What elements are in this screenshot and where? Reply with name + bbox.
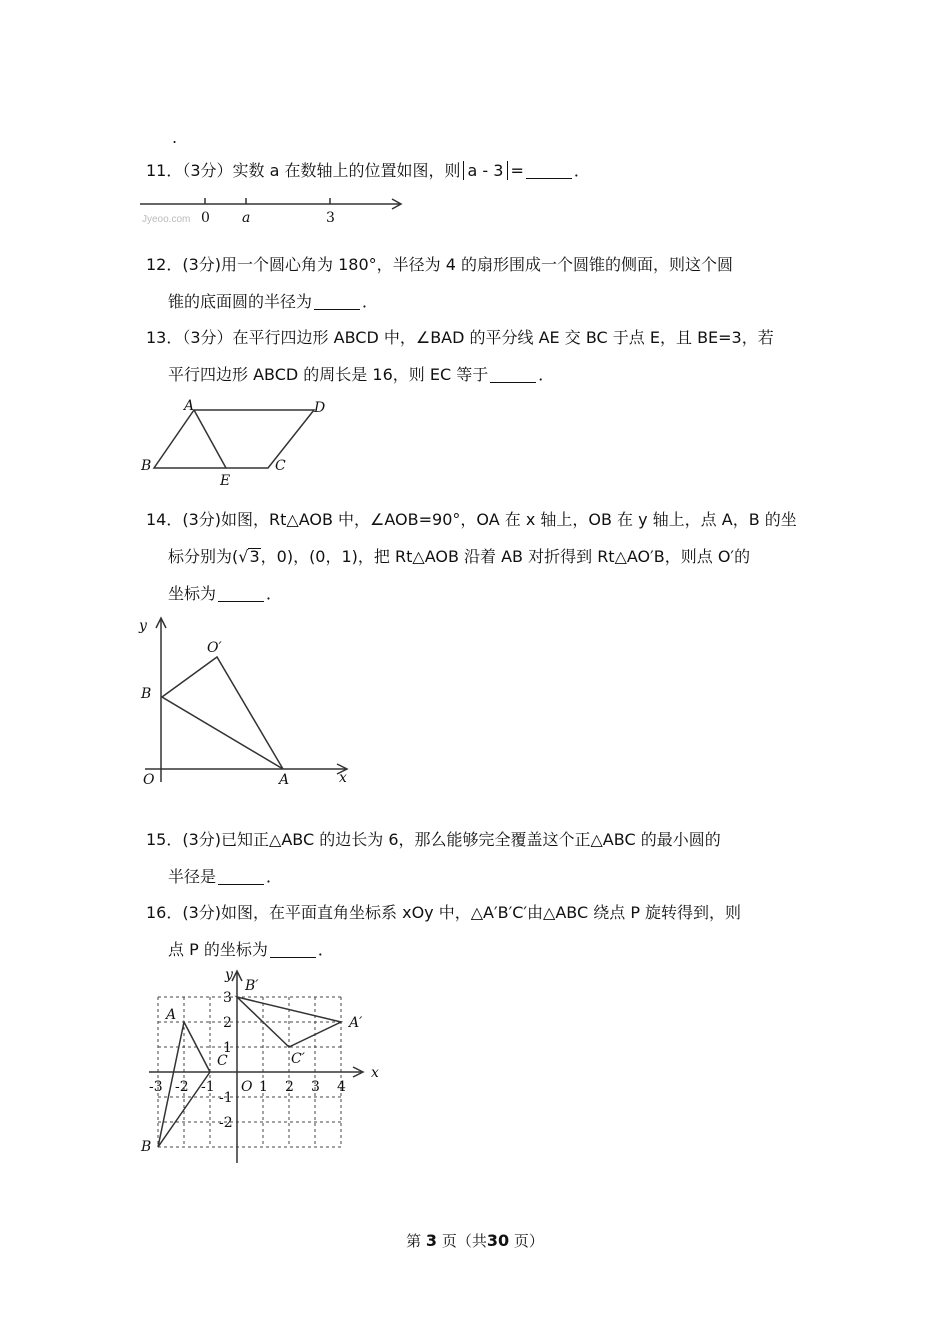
label-B: B: [141, 458, 152, 474]
label-B: B: [141, 686, 152, 702]
q12-end: ．: [362, 292, 379, 311]
q13-line1: 13．（3分）在平行四边形 ABCD 中，∠BAD 的平分线 AE 交 BC 于点 E，且 BE=3，若: [146, 328, 774, 347]
axis-label-o: O: [241, 1079, 253, 1095]
q11-prefix: 11．（3分）实数 a 在数轴上的位置如图，则: [146, 161, 461, 180]
q13-answer-blank: [490, 366, 536, 383]
q15-end: ．: [266, 867, 283, 886]
label-D: D: [314, 400, 326, 416]
label-E: E: [220, 473, 231, 489]
q12-answer-blank: [314, 293, 360, 310]
sqrt-symbol: √3: [238, 547, 260, 566]
label-a: a: [242, 210, 251, 226]
y-tick-2: 2: [223, 1015, 232, 1031]
label-A: A: [166, 1007, 177, 1023]
y-tick-3: 3: [223, 990, 232, 1006]
y-tick-neg1: -1: [219, 1090, 233, 1106]
label-A-prime: A′: [349, 1015, 363, 1031]
q14-line1: 14．(3分)如图，Rt△AOB 中，∠AOB=90°，OA 在 x 轴上，OB 在 y 轴上，点 A，B 的坐: [146, 510, 797, 529]
q11-end: ．: [573, 161, 590, 180]
q16-answer-blank: [270, 941, 316, 958]
bisector-ae: [194, 410, 226, 468]
q13-line2: [168, 364, 554, 386]
q14-line3: [168, 583, 282, 605]
q11-eq: =: [510, 161, 524, 180]
footer-post: 页）: [513, 1232, 544, 1250]
q13-end: ．: [538, 365, 555, 384]
label-B-prime: B′: [245, 978, 259, 994]
q16-line2-text: 点 P 的坐标为: [168, 940, 268, 959]
x-tick-4: 4: [337, 1079, 346, 1095]
q15-answer-blank: [218, 868, 264, 885]
page-footer: [0, 1230, 950, 1251]
footer-pre: 第: [406, 1232, 422, 1250]
q14-line2: [168, 546, 750, 568]
q11-abs-expr: a - 3: [463, 161, 509, 180]
q14-answer-blank: [218, 585, 264, 602]
q12-line1: 12．(3分)用一个圆心角为 180°，半径为 4 的扇形围成一个圆锥的侧面，则这个圆: [146, 255, 734, 274]
q16-line2: [168, 939, 334, 961]
q11-text: [146, 160, 590, 182]
q16-end: ．: [317, 940, 334, 959]
footer-total-pages: 30: [486, 1231, 510, 1250]
q16-grid-figure: [135, 965, 385, 1165]
label-B: B: [141, 1139, 152, 1155]
footer-mid: 页（共: [441, 1232, 487, 1250]
q11-number-line-figure: [138, 192, 408, 228]
x-tick-3: 3: [311, 1079, 320, 1095]
footer-page-number: 3: [425, 1231, 438, 1250]
x-tick-neg2: -2: [175, 1079, 189, 1095]
q11-answer-blank: [526, 162, 572, 179]
x-tick-neg3: -3: [149, 1079, 163, 1095]
q12-line2: [168, 291, 378, 313]
x-tick-2: 2: [285, 1079, 294, 1095]
q15-line2: [168, 866, 282, 888]
q14-end: ．: [266, 584, 283, 603]
x-tick-neg1: -1: [201, 1079, 215, 1095]
y-tick-neg2: -2: [219, 1115, 233, 1131]
parallelogram-abcd: [154, 410, 314, 468]
q14-line2-a: 标分别为(: [168, 547, 239, 566]
q14-line2-b: ，0)，(0，1)，把 Rt△AOB 沿着 AB 对折得到 Rt△AO′B，则点 O′的: [260, 547, 751, 566]
axis-label-y: y: [225, 967, 233, 983]
q14-radicand: 3: [249, 547, 260, 566]
q15-line2-text: 半径是: [168, 867, 217, 886]
label-C-prime: C′: [291, 1051, 305, 1067]
y-tick-1: 1: [223, 1040, 232, 1056]
q12-line2-text: 锥的底面圆的半径为: [168, 292, 313, 311]
q13-line2-text: 平行四边形 ABCD 的周长是 16，则 EC 等于: [168, 365, 489, 384]
label-C: C: [217, 1053, 228, 1069]
q13-parallelogram-figure: [138, 396, 338, 492]
label-O: O: [143, 772, 155, 788]
leading-dot: .: [172, 128, 178, 147]
label-C: C: [275, 458, 286, 474]
x-tick-1: 1: [259, 1079, 268, 1095]
label-O-prime: O′: [207, 640, 222, 656]
label-0: 0: [201, 210, 210, 226]
q14-coordinate-figure: [135, 612, 355, 792]
triangle-ao-prime-b: [162, 657, 283, 769]
label-3: 3: [326, 210, 335, 226]
axis-label-x: x: [371, 1065, 379, 1081]
label-x: x: [339, 770, 347, 786]
label-A: A: [279, 772, 290, 788]
watermark: Jyeoo.com: [142, 214, 191, 225]
q15-line1: 15．(3分)已知正△ABC 的边长为 6，那么能够完全覆盖这个正△ABC 的最小圆的: [146, 830, 721, 849]
label-A: A: [184, 398, 195, 414]
label-y: y: [139, 618, 147, 634]
q14-line3-text: 坐标为: [168, 584, 217, 603]
q16-line1: 16．(3分)如图，在平面直角坐标系 xOy 中，△A′B′C′由△ABC 绕点 P 旋转得到，则: [146, 903, 742, 922]
